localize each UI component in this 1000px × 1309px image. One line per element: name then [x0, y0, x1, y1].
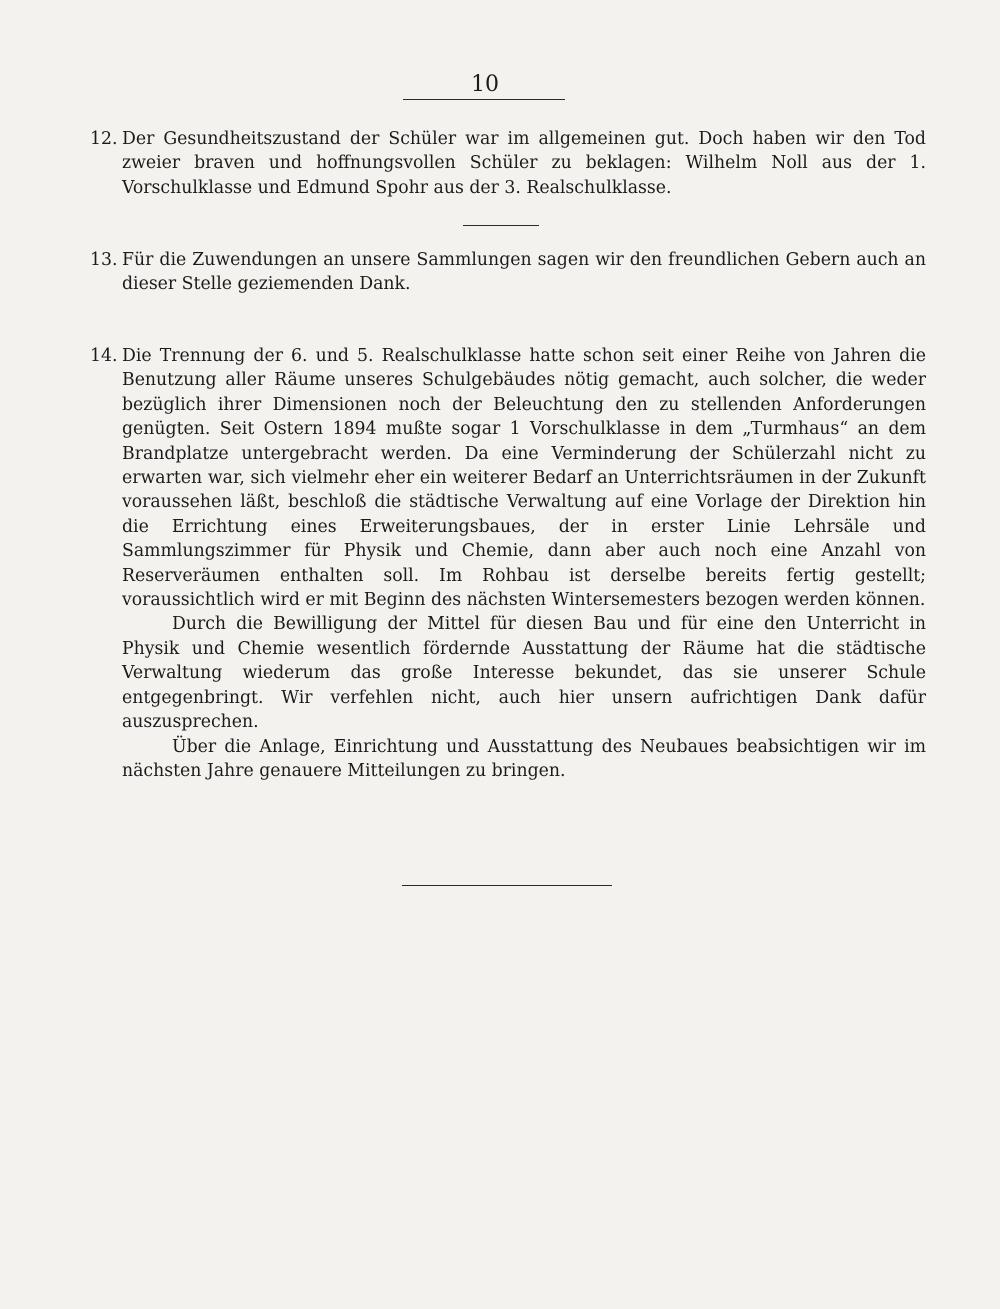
paragraph: Über die Anlage, Einrichtung und Ausstattung des Neubaues beabsichtigen wir im nächsten Jahre genauere Mitteilungen zu bringen.: [122, 736, 926, 781]
page-number: 10: [471, 72, 499, 97]
item-number: 14.: [90, 346, 118, 366]
paragraph: Für die Zuwendungen an unsere Sammlungen sagen wir den freundlichen Gebern auch an dieser Stelle geziemenden Dank.: [122, 250, 926, 295]
header-rule: [403, 99, 565, 100]
paragraph: Der Gesundheitszustand der Schüler war im allgemeinen gut. Doch haben wir den Tod zweier braven und hoffnungsvollen Schüler zu beklagen: Wilhelm Noll aus der 1. Vorschulklasse und Edmund Spohr aus der 3. Realschulklasse.: [122, 129, 926, 198]
paragraph: Die Trennung der 6. und 5. Realschulklasse hatte schon seit einer Reihe von Jahren die Benutzung aller Räume unseres Schulgebäudes nötig gemacht, auch solcher, die weder bezüglich ihrer Dimensionen noch der Beleuchtung den zu stellenden Anforderungen genügten. Seit Ostern 1894 mußte sogar 1 Vorschulklasse in dem „Turmhaus“ an dem Brandplatze untergebracht werden. Da eine Verminderung der Schülerzahl nicht zu erwarten war, sich vielmehr eher ein weiterer Bedarf an Unterrichtsräumen in der Zukunft voraussehen läßt, beschloß die städtische Verwaltung auf eine Vorlage der Direktion hin die Errichtung eines Erweiterungsbaues, der in erster Linie Lehrsäle und Sammlungszimmer für Physik und Chemie, dann aber auch noch eine Anzahl von Reserveräumen enthalten soll. Im Rohbau ist derselbe bereits fertig gestellt; voraussichtlich wird er mit Beginn des nächsten Wintersemesters bezogen werden können.: [122, 346, 926, 611]
item-12: [122, 127, 926, 200]
item-number: 12.: [90, 129, 118, 149]
item-number: 13.: [90, 250, 118, 270]
section-divider: [463, 225, 539, 226]
closing-rule: [402, 885, 612, 886]
item-14: [122, 344, 926, 783]
item-13: [122, 248, 926, 297]
paragraph: Durch die Bewilligung der Mittel für diesen Bau und für eine den Unterricht in Physik und Chemie wesentlich fördernde Ausstattung der Räume hat die städtische Verwaltung wiederum das große Interesse bekundet, das sie unserer Schule entgegenbringt. Wir verfehlen nicht, auch hier unsern aufrichtigen Dank dafür auszusprechen.: [122, 614, 926, 733]
